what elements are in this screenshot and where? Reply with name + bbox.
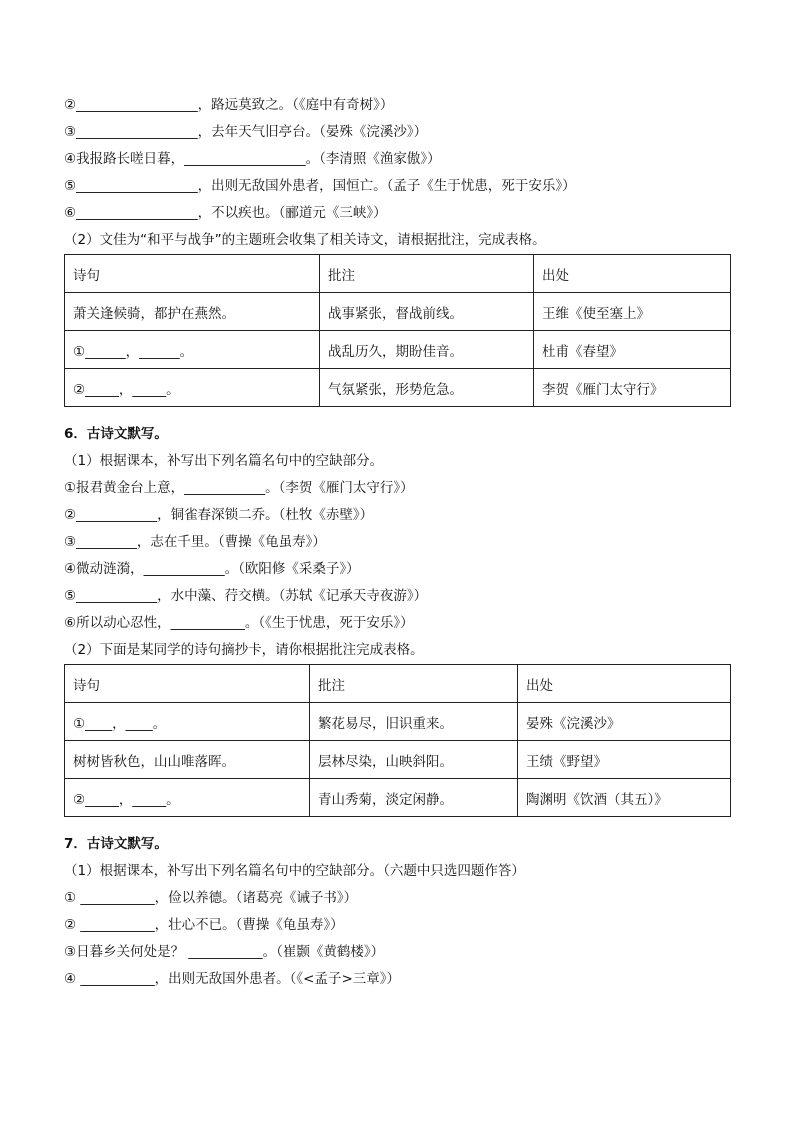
- cell-source: 王维《使至塞上》: [534, 293, 731, 331]
- fill-blank-item: ⑥所以动心忍性，___________。（《生于忧患，死于安乐》）: [64, 615, 414, 631]
- header-annotation: 批注: [320, 255, 534, 293]
- cell-annotation: 战乱历久，期盼佳音。: [320, 331, 534, 369]
- header-poem: 诗句: [65, 255, 320, 293]
- cell-source: 晏殊《浣溪沙》: [518, 703, 731, 741]
- cell-source: 杜甫《春望》: [534, 331, 731, 369]
- fill-blank-item: ⑥__________________，不以疾也。（郦道元《三峡》）: [64, 205, 387, 221]
- cell-poem: 树树皆秋色，山山唯落晖。: [65, 741, 310, 779]
- cell-annotation: 青山秀菊，淡定闲静。: [310, 779, 518, 817]
- fill-blank-item: ④我报路长嗟日暮，__________________。（李清照《渔家傲》）: [64, 151, 441, 167]
- fill-blank-item: ③日暮乡关何处是？ ___________。（崔颢《黄鹤楼》）: [64, 944, 385, 960]
- header-source: 出处: [534, 255, 731, 293]
- cell-annotation: 战事紧张，督战前线。: [320, 293, 534, 331]
- fill-blank-item: ② ___________，壮心不已。（曹操《龟虽寿》）: [64, 917, 344, 933]
- header-annotation: 批注: [310, 665, 518, 703]
- fill-blank-item: ②__________________，路远莫致之。（《庭中有奇树》）: [64, 97, 394, 113]
- cell-annotation: 繁花易尽，旧识重来。: [310, 703, 518, 741]
- intro-section: [64, 92, 730, 254]
- cell-poem: 萧关逢候骑，都护在燕然。: [65, 293, 320, 331]
- fill-blank-item: ③__________________，去年天气旧亭台。（晏殊《浣溪沙》）: [64, 124, 428, 140]
- fill-blank-item: ④微动涟漪，____________。（欧阳修《采桑子》）: [64, 561, 360, 577]
- fill-blank-item: ②____________，铜雀春深锁二乔。（杜牧《赤壁》）: [64, 507, 374, 523]
- question-6: [64, 421, 730, 664]
- fill-blank-item: ①报君黄金台上意，____________。（李贺《雁门太守行》）: [64, 480, 414, 496]
- cell-source: 李贺《雁门太守行》: [534, 369, 731, 407]
- fill-blank-item: ⑤____________，水中藻、荇交横。（苏轼《记承天寺夜游》）: [64, 588, 428, 604]
- table-header-row: [65, 665, 731, 703]
- table-instruction: （2）下面是某同学的诗句摘抄卡，请你根据批注完成表格。: [64, 642, 424, 658]
- table-header-row: [65, 255, 731, 293]
- poetry-table-2: [64, 664, 731, 817]
- poetry-table-1: [64, 254, 731, 407]
- worksheet-page: [64, 92, 730, 993]
- fill-blank-item: ④ ___________，出则无敌国外患者。（《<孟子>三章》）: [64, 971, 401, 987]
- table-row: [65, 369, 731, 407]
- cell-poem: ①______，______。: [65, 331, 320, 369]
- question-title: 6．古诗文默写。: [64, 426, 168, 442]
- table-row: [65, 331, 731, 369]
- header-poem: 诗句: [65, 665, 310, 703]
- fill-blank-item: ③_________，志在千里。（曹操《龟虽寿》）: [64, 534, 326, 550]
- fill-blank-item: ① ___________，俭以养德。（诸葛亮《诫子书》）: [64, 890, 358, 906]
- cell-annotation: 层林尽染，山映斜阳。: [310, 741, 518, 779]
- table-row: [65, 293, 731, 331]
- cell-poem: ①____，____。: [65, 703, 310, 741]
- header-source: 出处: [518, 665, 731, 703]
- cell-poem: ②_____，_____。: [65, 779, 310, 817]
- question-instruction: （1）根据课本，补写出下列名篇名句中的空缺部分。（六题中只选四题作答）: [64, 863, 525, 879]
- table-row: [65, 703, 731, 741]
- cell-source: 王绩《野望》: [518, 741, 731, 779]
- table-row: [65, 779, 731, 817]
- table-instruction: （2）文佳为“和平与战争”的主题班会收集了相关诗文，请根据批注，完成表格。: [64, 232, 546, 248]
- fill-blank-item: ⑤__________________，出则无敌国外患者，国恒亡。（孟子《生于忧患，死于安乐》）: [64, 178, 576, 194]
- cell-annotation: 气氛紧张，形势危急。: [320, 369, 534, 407]
- table-row: [65, 741, 731, 779]
- cell-source: 陶渊明《饮酒（其五）》: [518, 779, 731, 817]
- question-instruction: （1）根据课本，补写出下列名篇名句中的空缺部分。: [64, 453, 384, 469]
- question-7: [64, 831, 730, 993]
- cell-poem: ②_____，_____。: [65, 369, 320, 407]
- question-title: 7．古诗文默写。: [64, 836, 168, 852]
